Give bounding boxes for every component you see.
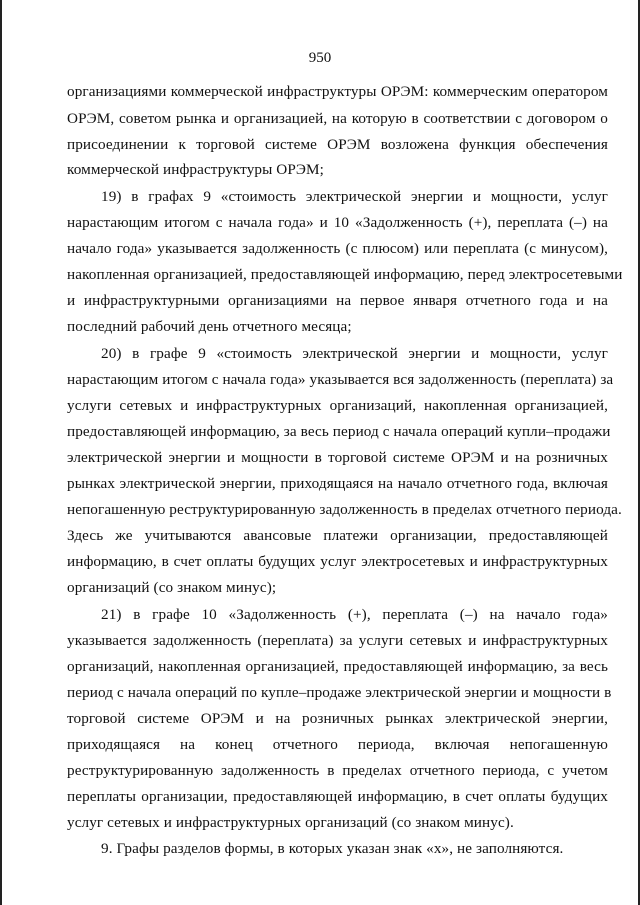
- text-line: период с начала операций по купле–продаже электрической энергии и мощности в: [67, 684, 612, 701]
- text-line: организаций, накопленная организацией, предоставляющей информацию, за весь: [67, 658, 608, 675]
- text-line: нарастающим итогом с начала года» и 10 «Задолженность (+), переплата (–) на: [67, 214, 608, 231]
- text-line: электрической энергии и мощности в торговой системе ОРЭМ и на розничных: [67, 449, 608, 466]
- text-line: услуги сетевых и инфраструктурных организаций, накопленная организацией,: [67, 397, 608, 414]
- scan-edge-left: [0, 0, 2, 905]
- text-line: приходящаяся на конец отчетного периода, включая непогашенную: [67, 736, 608, 753]
- text-line: и инфраструктурными организациями на первое января отчетного года и на: [67, 292, 608, 309]
- text-line: 20) в графе 9 «стоимость электрической энергии и мощности, услуг: [101, 345, 608, 362]
- text-line: рынках электрической энергии, приходящаяся на начало отчетного года, включая: [67, 475, 608, 492]
- text-line: информацию, в счет оплаты будущих услуг электросетевых и инфраструктурных: [67, 553, 608, 570]
- text-line: накопленная организацией, предоставляющей информацию, перед электросетевыми: [67, 266, 623, 283]
- text-line: переплаты организации, предоставляющей информацию, в счет оплаты будущих: [67, 788, 608, 805]
- text-line: 21) в графе 10 «Задолженность (+), переплата (–) на начало года»: [101, 606, 608, 623]
- text-line: коммерческой инфраструктуры ОРЭМ;: [67, 161, 324, 178]
- text-line: присоединении к торговой системе ОРЭМ возложена функция обеспечения: [67, 136, 608, 153]
- text-line: торговой системе ОРЭМ и на розничных рынках электрической энергии,: [67, 710, 608, 727]
- text-line: ОРЭМ, советом рынка и организацией, на которую в соответствии с договором о: [67, 110, 608, 127]
- text-line: организаций (со знаком минус);: [67, 579, 277, 596]
- text-line: услуг сетевых и инфраструктурных организаций (со знаком минус).: [67, 814, 514, 831]
- text-line: организациями коммерческой инфраструктуры ОРЭМ: коммерческим оператором: [67, 83, 608, 100]
- text-line: предоставляющей информацию, за весь период с начала операций купли–продажи: [67, 423, 611, 440]
- text-line: непогашенную реструктурированную задолженность в пределах отчетного периода.: [67, 501, 622, 518]
- text-line: нарастающим итогом с начала года» указывается вся задолженность (переплата) за: [67, 371, 614, 388]
- text-line: 19) в графах 9 «стоимость электрической энергии и мощности, услуг: [101, 188, 608, 205]
- text-line: 9. Графы разделов формы, в которых указан знак «х», не заполняются.: [101, 840, 564, 857]
- text-line: реструктурированную задолженность в пределах отчетного периода, с учетом: [67, 762, 608, 779]
- text-line: последний рабочий день отчетного месяца;: [67, 318, 352, 335]
- text-line: Здесь же учитываются авансовые платежи организации, предоставляющей: [67, 527, 608, 544]
- page-number: 950: [308, 50, 332, 66]
- text-line: начало года» указывается задолженность (с плюсом) или переплата (с минусом),: [67, 240, 608, 257]
- text-line: указывается задолженность (переплата) за услуги сетевых и инфраструктурных: [67, 632, 608, 649]
